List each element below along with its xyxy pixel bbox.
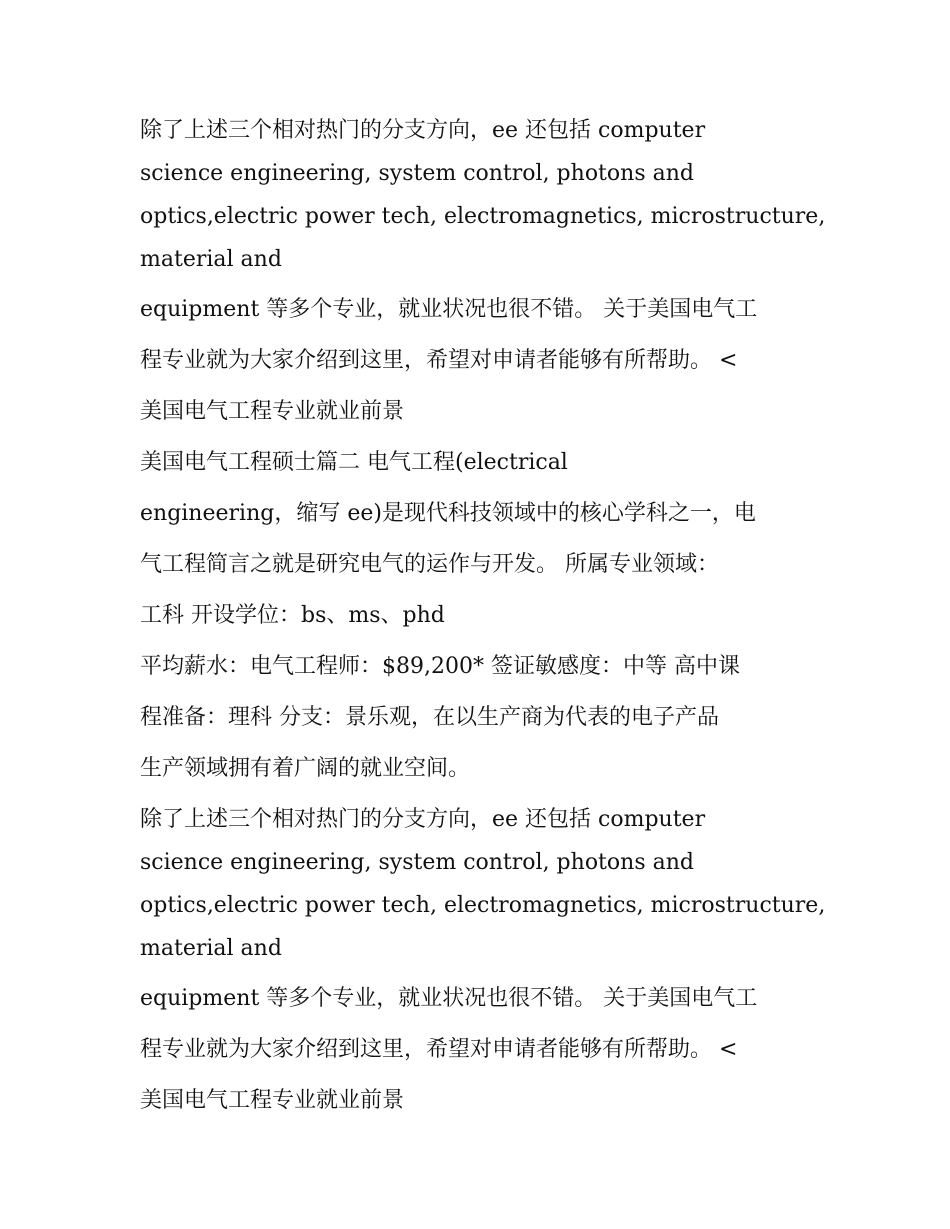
- text-line: 除了上述三个相对热门的分支方向，ee 还包括 computer: [140, 118, 706, 143]
- text-line: 气工程简言之就是研究电气的运作与开发。 所属专业领域：: [140, 552, 719, 577]
- text-line: 平均薪水：电气工程师：$89,200* 签证敏感度：中等 高中课: [140, 654, 740, 679]
- text-line: 生产领域拥有着广阔的就业空间。: [140, 756, 471, 781]
- text-line: 程专业就为大家介绍到这里，希望对申请者能够有所帮助。 <: [140, 348, 738, 373]
- text-line: material and: [140, 936, 282, 961]
- text-line: engineering，缩写 ee)是现代科技领域中的核心学科之一，电: [140, 501, 756, 526]
- text-line: material and: [140, 247, 282, 272]
- text-line: equipment 等多个专业，就业状况也很不错。 关于美国电气工: [140, 297, 758, 322]
- text-line: science engineering, system control, photons and: [140, 850, 694, 875]
- text-line: 工科 开设学位：bs、ms、phd: [140, 603, 445, 628]
- text-line: equipment 等多个专业，就业状况也很不错。 关于美国电气工: [140, 986, 758, 1011]
- text-line: 除了上述三个相对热门的分支方向，ee 还包括 computer: [140, 807, 706, 832]
- text-line: 美国电气工程专业就业前景: [140, 399, 405, 424]
- text-line: 程专业就为大家介绍到这里，希望对申请者能够有所帮助。 <: [140, 1037, 738, 1062]
- text-line: optics,electric power tech, electromagnetics, microstructure,: [140, 893, 826, 918]
- text-line: 美国电气工程专业就业前景: [140, 1088, 405, 1113]
- text-line: 程准备：理科 分支：景乐观，在以生产商为代表的电子产品: [140, 705, 719, 730]
- text-line: 美国电气工程硕士篇二 电气工程(electrical: [140, 450, 568, 475]
- text-line: science engineering, system control, photons and: [140, 161, 694, 186]
- document-body: [140, 110, 826, 1114]
- text-line: optics,electric power tech, electromagnetics, microstructure,: [140, 204, 826, 229]
